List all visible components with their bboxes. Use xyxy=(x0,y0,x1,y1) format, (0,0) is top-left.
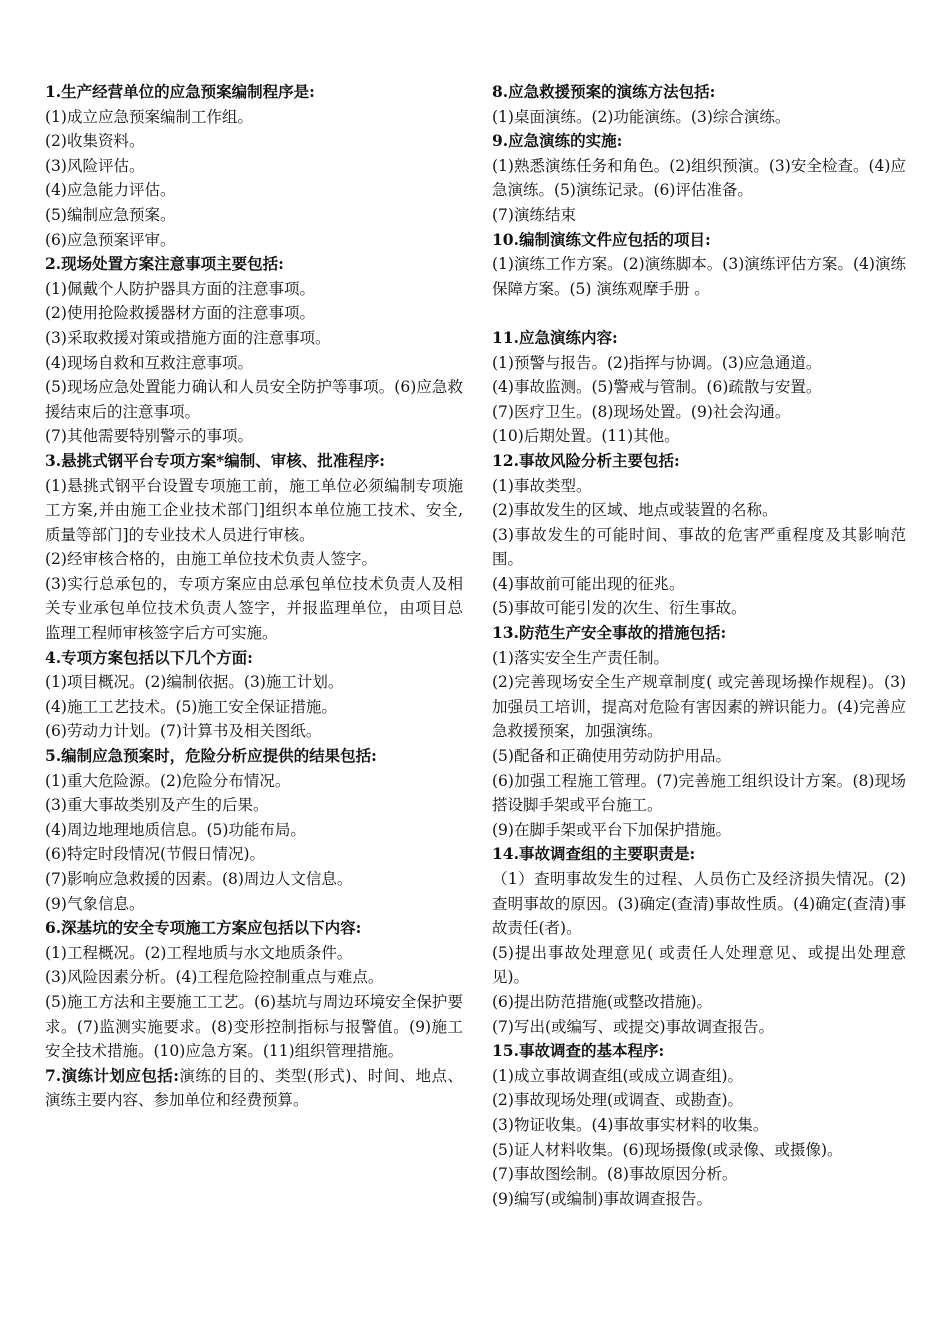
section-line: (6)加强工程施工管理。(7)完善施工组织设计方案。(8)现场搭设脚手架或平台施工。 xyxy=(492,771,906,815)
spacer xyxy=(492,301,906,326)
section-line: (5)事故可能引发的次生、衍生事故。 xyxy=(492,599,747,618)
section-line: (9)在脚手架或平台下加保护措施。 xyxy=(492,820,731,839)
section-line: (3)采取救援对策或措施方面的注意事项。 xyxy=(45,328,331,347)
section xyxy=(492,1039,906,1211)
section-line: (1)重大危险源。(2)危险分布情况。 xyxy=(45,771,291,790)
section xyxy=(45,252,463,449)
section-line: (4)施工工艺技术。(5)施工安全保证措施。 xyxy=(45,697,337,716)
section-heading: 2.现场处置方案注意事项主要包括: xyxy=(45,254,284,274)
section-title xyxy=(492,228,906,253)
section xyxy=(492,326,906,449)
section-line: (1)工程概况。(2)工程地质与水文地质条件。 xyxy=(45,943,353,962)
section-line: (7)演练结束 xyxy=(492,205,576,224)
section-line: (3)重大事故类别及产生的后果。 xyxy=(45,796,269,815)
section-line: (7)影响应急救援的因素。(8)周边人文信息。 xyxy=(45,870,353,888)
section xyxy=(492,842,906,1039)
section-line: (2)经审核合格的，由施工单位技术负责人签字。 xyxy=(45,550,377,569)
section-line: (6)应急预案评审。 xyxy=(45,230,176,249)
section-inline-text: 演练的目的、类型(形式)、时间、地点、演练主要内容、参加单位和经费预算。 xyxy=(45,1066,463,1110)
section xyxy=(45,80,463,252)
section-line: (2)完善现场安全生产规章制度( 或完善现场操作规程)。(3)加强员工培训，提高对危险有害因素的辨识能力。(4)完善应急救援预案，加强演练。 xyxy=(492,673,906,741)
left-column xyxy=(45,80,463,1113)
section-line: (4)周边地理地质信息。(5)功能布局。 xyxy=(45,820,306,839)
section-title xyxy=(45,646,463,671)
section-title xyxy=(45,744,463,769)
section-line: (3)事故发生的可能时间、事故的危害严重程度及其影响范围。 xyxy=(492,525,906,569)
section-line: (2)事故现场处理(或调查、或勘查)。 xyxy=(492,1091,744,1110)
section xyxy=(45,916,463,1064)
section-line: (3)风险评估。 xyxy=(45,156,145,175)
section xyxy=(45,449,463,646)
section-line: (9)编写(或编制)事故调查报告。 xyxy=(492,1189,713,1208)
section-line: (1)悬挑式钢平台设置专项施工前，施工单位必须编制专项施工方案,并由施工企业技术部门]组织本单位施工技术、安全,质量等部门]的专业技术人员进行审核。 xyxy=(45,476,463,544)
section-heading: 3.悬挑式钢平台专项方案*编制、审核、批准程序: xyxy=(45,450,386,470)
section-title xyxy=(492,449,906,474)
section-line: (6)特定时段情况(节假日情况)。 xyxy=(45,845,266,864)
section xyxy=(45,646,463,744)
section-title xyxy=(492,326,906,351)
section-heading: 4.专项方案包括以下几个方面: xyxy=(45,647,253,667)
section-line: (1)熟悉演练任务和角色。(2)组织预演。(3)安全检查。(4)应急演练。(5)演练记录。(6)评估准备。 xyxy=(492,156,906,200)
section-line: (5)配备和正确使用劳动防护用品。 xyxy=(492,747,731,766)
section-line: (9)气象信息。 xyxy=(45,894,145,913)
section-line: (6)提出防范措施(或整改措施)。 xyxy=(492,992,713,1011)
section-line: (2)事故发生的区域、地点或装置的名称。 xyxy=(492,501,778,520)
section-title xyxy=(492,842,906,867)
section-line: (4)应急能力评估。 xyxy=(45,181,176,200)
section xyxy=(492,80,906,129)
section-line: (7)其他需要特别警示的事项。 xyxy=(45,427,253,446)
section-heading: 6.深基坑的安全专项施工方案应包括以下内容: xyxy=(45,918,362,938)
section-line: (1)落实安全生产责任制。 xyxy=(492,648,669,667)
section-title xyxy=(45,449,463,474)
section-line: (1)事故类型。 xyxy=(492,476,592,495)
section-heading: 14.事故调查组的主要职责是: xyxy=(492,844,696,864)
section-line: (1)佩戴个人防护器具方面的注意事项。 xyxy=(45,279,315,298)
section-heading: 7.演练计划应包括: xyxy=(45,1065,179,1085)
section-line: (1)项目概况。(2)编制依据。(3)施工计划。 xyxy=(45,673,344,692)
section-line: (5)编制应急预案。 xyxy=(45,205,176,224)
section xyxy=(45,744,463,916)
section xyxy=(492,449,906,621)
section xyxy=(492,621,906,842)
section xyxy=(492,228,906,326)
section-line: (1)预警与报告。(2)指挥与协调。(3)应急通道。 xyxy=(492,353,822,372)
section-heading: 15.事故调查的基本程序: xyxy=(492,1041,665,1061)
section-line: (3)物证收集。(4)事故事实材料的收集。 xyxy=(492,1115,769,1134)
section-line: (4)事故监测。(5)警戒与管制。(6)疏散与安置。 xyxy=(492,378,822,397)
section xyxy=(492,129,906,227)
section-line: (4)现场自救和互救注意事项。 xyxy=(45,353,253,372)
section-line: (2)收集资料。 xyxy=(45,132,145,151)
section-heading: 1.生产经营单位的应急预案编制程序是: xyxy=(45,82,315,101)
section-line: (5)证人材料收集。(6)现场摄像(或录像、或摄像)。 xyxy=(492,1140,843,1159)
section-line: (7)写出(或编写、或提交)事故调查报告。 xyxy=(492,1017,775,1036)
section-title xyxy=(45,916,463,941)
section xyxy=(45,1064,463,1113)
section-line: (1)成立应急预案编制工作组。 xyxy=(45,107,253,126)
section-line: (6)劳动力计划。(7)计算书及相关图纸。 xyxy=(45,722,322,741)
section-line: （1）查明事故发生的过程、人员伤亡及经济损失情况。(2)查明事故的原因。(3)确定(查清)事故性质。(4)确定(查清)事故责任(者)。 xyxy=(492,870,906,938)
section-line: (4)事故前可能出现的征兆。 xyxy=(492,574,685,593)
section-line: (5)现场应急处置能力确认和人员安全防护等事项。(6)应急救援结束后的注意事项。 xyxy=(45,378,463,421)
section-line: (7)医疗卫生。(8)现场处置。(9)社会沟通。 xyxy=(492,402,791,421)
section-title xyxy=(45,80,463,105)
section-title xyxy=(45,1064,463,1113)
section-heading: 11.应急演练内容: xyxy=(492,327,618,347)
section-line: (1)成立事故调查组(或成立调查组)。 xyxy=(492,1066,744,1085)
section-title xyxy=(45,252,463,277)
section-heading: 12.事故风险分析主要包括: xyxy=(492,450,680,470)
section-line: (1)桌面演练。(2)功能演练。(3)综合演练。 xyxy=(492,107,791,126)
section-heading: 5.编制应急预案时，危险分析应提供的结果包括: xyxy=(45,746,377,766)
section-line: (3)实行总承包的，专项方案应由总承包单位技术负责人及相关专业承包单位技术负责人签字，并报监理单位，由项目总监理工程师审核签字后方可实施。 xyxy=(45,574,463,643)
section-line: (2)使用抢险救援器材方面的注意事项。 xyxy=(45,304,315,323)
section-title xyxy=(492,80,906,105)
section-line: (5)施工方法和主要施工工艺。(6)基坑与周边环境安全保护要求。(7)监测实施要求。(8)变形控制指标与报警值。(9)施工安全技术措施。(10)应急方案。(11)组织管理措施。 xyxy=(45,992,463,1061)
section-line: (7)事故图绘制。(8)事故原因分析。 xyxy=(492,1165,738,1184)
section-heading: 10.编制演练文件应包括的项目: xyxy=(492,229,711,249)
right-column xyxy=(492,80,906,1211)
section-title xyxy=(492,1039,906,1064)
section-line: (5)提出事故处理意见( 或责任人处理意见、或提出处理意见)。 xyxy=(492,943,906,987)
section-line: (3)风险因素分析。(4)工程危险控制重点与难点。 xyxy=(45,968,384,987)
section-line: (10)后期处置。(11)其他。 xyxy=(492,427,680,446)
section-title xyxy=(492,129,906,154)
section-heading: 9.应急演练的实施: xyxy=(492,131,623,151)
section-line: (1)演练工作方案。(2)演练脚本。(3)演练评估方案。(4)演练保障方案。(5) 演练观摩手册 。 xyxy=(492,255,906,298)
section-heading: 13.防范生产安全事故的措施包括: xyxy=(492,623,727,643)
section-heading: 8.应急救援预案的演练方法包括: xyxy=(492,82,716,101)
section-title xyxy=(492,621,906,646)
